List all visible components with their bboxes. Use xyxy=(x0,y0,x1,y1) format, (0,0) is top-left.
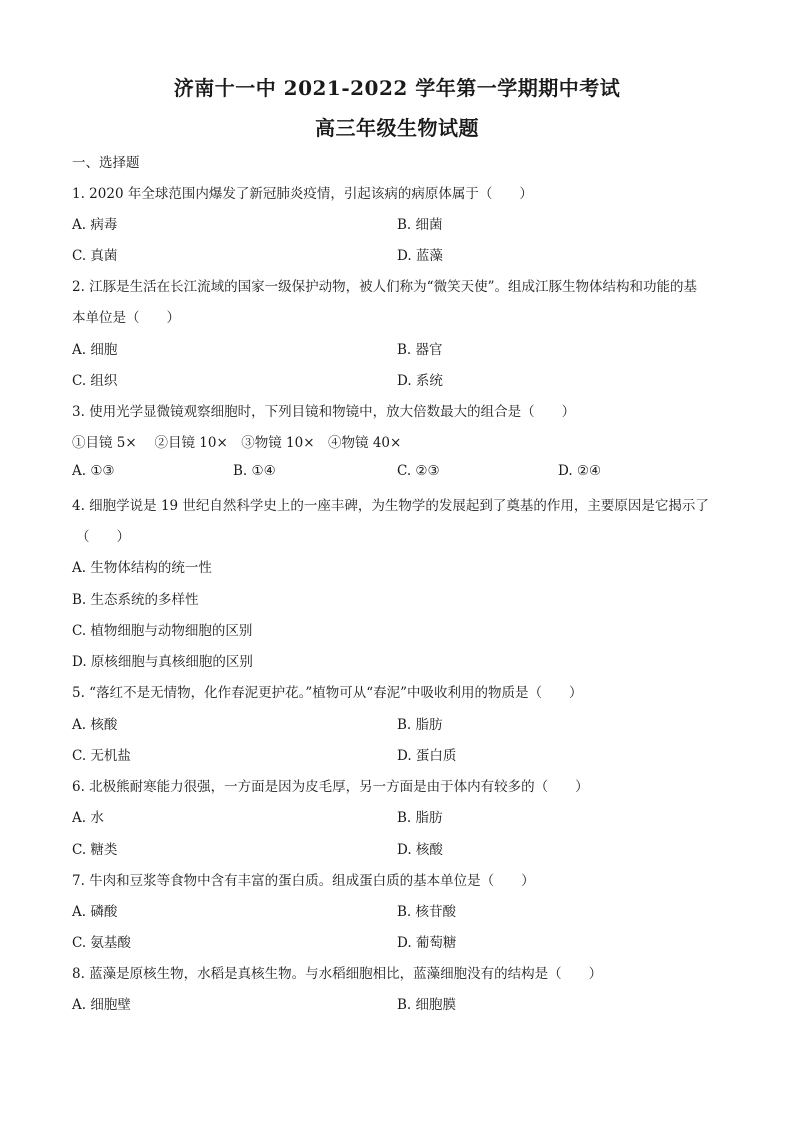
question-4-option-b: B. 生态系统的多样性 xyxy=(72,592,199,608)
question-1-option-a: A. 病毒 xyxy=(72,217,118,233)
question-2-option-a: A. 细胞 xyxy=(72,342,118,358)
question-6-stem: 6. 北极熊耐寒能力很强，一方面是因为皮毛厚，另一方面是由于体内有较多的（ ） xyxy=(72,779,589,795)
section-heading: 一、选择题 xyxy=(72,155,140,171)
question-6-option-b: B. 脂肪 xyxy=(397,810,443,826)
question-2-option-b: B. 器官 xyxy=(397,342,443,358)
question-3-items: ①目镜 5× ②目镜 10× ③物镜 10× ④物镜 40× xyxy=(72,435,402,451)
question-3-option-b: B. ①④ xyxy=(233,463,276,479)
question-7-stem: 7. 牛肉和豆浆等食物中含有丰富的蛋白质。组成蛋白质的基本单位是（ ） xyxy=(72,873,535,889)
question-1-option-c: C. 真菌 xyxy=(72,248,118,264)
question-1-option-d: D. 蓝藻 xyxy=(397,248,443,264)
question-4-option-d: D. 原核细胞与真核细胞的区别 xyxy=(72,654,253,670)
question-5-option-a: A. 核酸 xyxy=(72,717,118,733)
question-8-stem: 8. 蓝藻是原核生物，水稻是真核生物。与水稻细胞相比，蓝藻细胞没有的结构是（ ） xyxy=(72,966,603,982)
question-7-option-c: C. 氨基酸 xyxy=(72,935,131,951)
question-3-stem: 3. 使用光学显微镜观察细胞时，下列目镜和物镜中，放大倍数最大的组合是（ ） xyxy=(72,404,576,420)
exam-subtitle: 高三年级生物试题 xyxy=(315,116,479,140)
question-6-option-c: C. 糖类 xyxy=(72,842,118,858)
question-7-option-b: B. 核苷酸 xyxy=(397,904,457,920)
question-1-stem: 1. 2020 年全球范围内爆发了新冠肺炎疫情，引起该病的病原体属于（ ） xyxy=(72,186,533,202)
question-8-option-a: A. 细胞壁 xyxy=(72,997,131,1013)
question-7-option-d: D. 葡萄糖 xyxy=(397,935,457,951)
question-3-option-c: C. ②③ xyxy=(397,463,440,479)
question-6-option-a: A. 水 xyxy=(72,810,104,826)
question-4-option-a: A. 生物体结构的统一性 xyxy=(72,560,212,576)
question-6-option-d: D. 核酸 xyxy=(397,842,443,858)
question-4-stem-line2: （ ） xyxy=(76,529,130,545)
question-2-option-d: D. 系统 xyxy=(397,373,443,389)
question-5-option-b: B. 脂肪 xyxy=(397,717,443,733)
question-3-option-a: A. ①③ xyxy=(72,463,115,479)
exam-title: 济南十一中 2021-2022 学年第一学期期中考试 xyxy=(173,76,621,100)
question-3-option-d: D. ②④ xyxy=(558,463,602,479)
question-2-stem-line1: 2. 江豚是生活在长江流域的国家一级保护动物，被人们称为“微笑天使”。组成江豚生物体结构和功能的基 xyxy=(72,279,697,295)
question-1-option-b: B. 细菌 xyxy=(397,217,443,233)
question-5-option-d: D. 蛋白质 xyxy=(397,748,457,764)
question-4-option-c: C. 植物细胞与动物细胞的区别 xyxy=(72,623,253,639)
question-8-option-b: B. 细胞膜 xyxy=(397,997,457,1013)
question-2-option-c: C. 组织 xyxy=(72,373,118,389)
question-5-stem: 5. “落红不是无情物，化作春泥更护花。”植物可从“春泥”中吸收利用的物质是（ ） xyxy=(72,685,583,701)
question-7-option-a: A. 磷酸 xyxy=(72,904,118,920)
question-5-option-c: C. 无机盐 xyxy=(72,748,131,764)
question-4-stem-line1: 4. 细胞学说是 19 世纪自然科学史上的一座丰碑，为生物学的发展起到了奠基的作用，主要原因是它揭示了 xyxy=(72,498,709,514)
question-2-stem-line2: 本单位是（ ） xyxy=(72,310,180,326)
